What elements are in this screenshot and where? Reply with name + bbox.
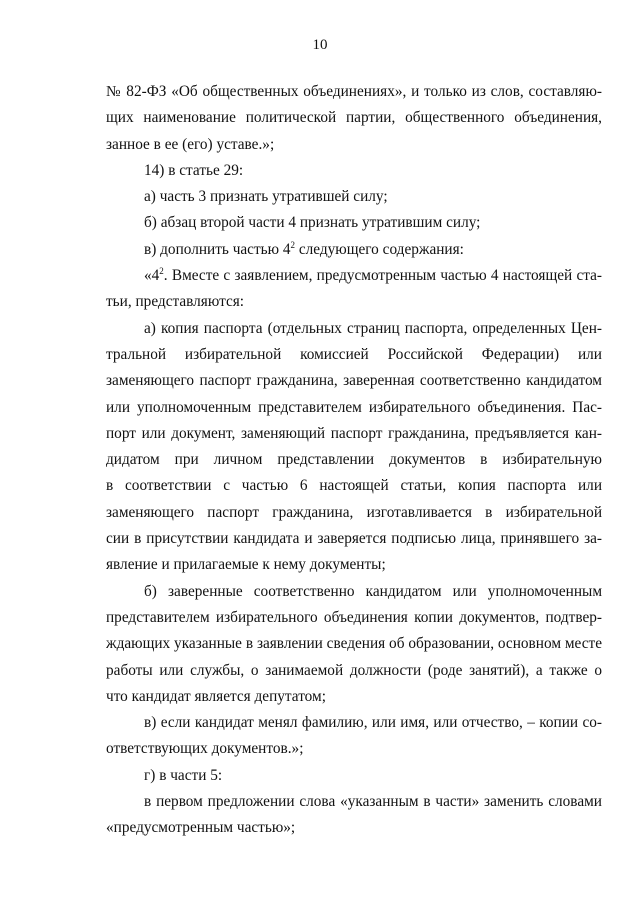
superscript: 2 (159, 266, 164, 277)
text-line: ответствующих документов.»; (106, 740, 304, 758)
text-line: тьи, представляются: (106, 293, 245, 311)
text-line: занное в ее (его) уставе.»; (106, 135, 275, 153)
text-line-part: «4 (144, 267, 160, 285)
text-line: дидатом при личном представлении документов в избирательную (106, 451, 602, 469)
text-line: заменяющего паспорт гражданина, заверенная соответственно кандидатом (106, 372, 602, 390)
text-line: тральной избирательной комиссией Российской Федерации) или (106, 345, 602, 363)
text-line: сии в присутствии кандидата и заверяется подписью лица, принявшего за- (106, 530, 602, 548)
text-line: № 82-ФЗ «Об общественных объединениях», и только из слов, составляю- (106, 83, 602, 100)
text-line: представителем избирательного объединения копии документов, подтвер- (106, 608, 602, 626)
text-line: б) абзац второй части 4 признать утратившим силу; (144, 214, 481, 232)
text-line-part: . Вместе с заявлением, предусмотренным частью 4 настоящей ста- (163, 267, 602, 285)
superscript: 2 (290, 239, 296, 250)
text-line: заменяющего паспорт гражданина, изготавливается в избирательной (106, 503, 602, 521)
text-line: б) заверенные соответственно кандидатом или уполномоченным (144, 582, 602, 600)
text-line: работы или службы, о занимаемой должности (роде занятий), а также о (106, 661, 602, 679)
text-line: 14) в статье 29: (144, 161, 244, 179)
text-line: в соответствии с частью 6 настоящей статьи, копия паспорта или (106, 477, 602, 495)
text-line: г) в части 5: (144, 766, 223, 784)
page-number: 10 (312, 37, 328, 53)
text-line: в первом предложении слова «указанным в части» заменить словами (144, 793, 602, 811)
text-line: ждающих указанные в заявлении сведения об образовании, основном месте (106, 635, 602, 653)
text-line: щих наименование политической партии, общественного объединения, (106, 109, 602, 127)
text-line: или уполномоченным представителем избирательного объединения. Пас- (106, 398, 602, 416)
document-body (106, 79, 602, 842)
text-line-part: в) дополнить частью 4 (144, 240, 291, 258)
text-line: порт или документ, заменяющий паспорт гражданина, предъявляется кан- (106, 424, 602, 442)
text-line-part: следующего содержания: (295, 240, 464, 258)
text-line: а) часть 3 признать утратившей силу; (144, 188, 388, 206)
text-line: в) если кандидат менял фамилию, или имя, или отчество, – копии со- (144, 714, 602, 732)
text-line: «предусмотренным частью»; (106, 819, 296, 837)
text-line: а) копия паспорта (отдельных страниц паспорта, определенных Цен- (144, 319, 602, 337)
text-line (106, 263, 602, 289)
text-line (106, 237, 602, 263)
text-line: что кандидат является депутатом; (106, 687, 326, 705)
text-line: явление и прилагаемые к нему документы; (106, 556, 386, 574)
